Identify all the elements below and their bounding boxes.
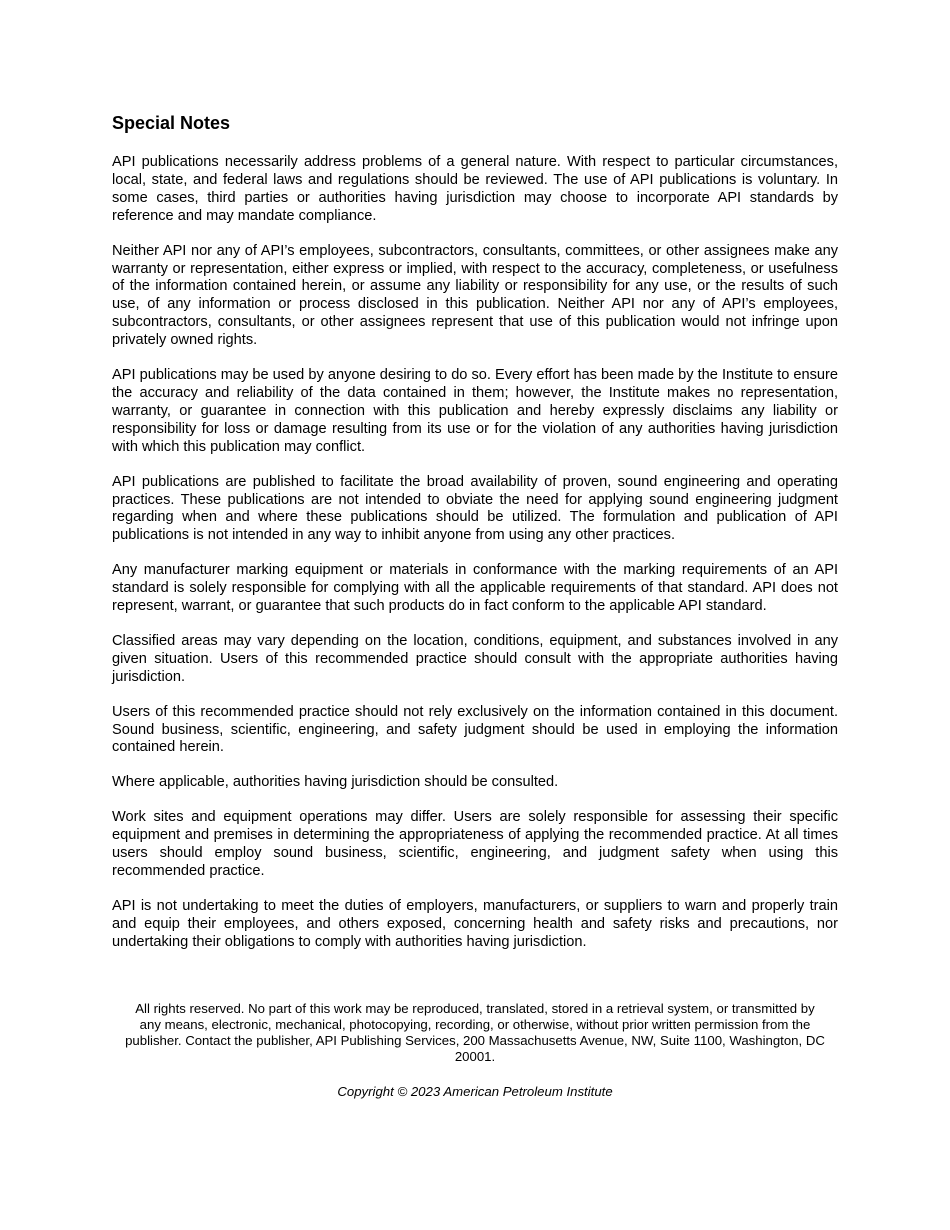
rights-notice: All rights reserved. No part of this work may be reproduced, translated, stored in a retrieval system, or transmitted by any means, electronic, mechanical, photocopying, recording, or otherwise, without prior written permission from the publisher. Contact the publisher, API Publishing Services, 200 Massachusetts Avenue, NW, Suite 1100, Washington, DC 20001. (125, 1001, 825, 1064)
paragraph-classified-areas: Classified areas may vary depending on the location, conditions, equipment, and substances involved in any given situation. Users of this recommended practice should consult with the appropriate authorities having jurisdiction. (112, 632, 838, 685)
copyright-line: Copyright © 2023 American Petroleum Institute (337, 1084, 613, 1099)
page-title: Special Notes (112, 113, 231, 133)
paragraph-reliance: Users of this recommended practice should not rely exclusively on the information contained in this document. Sound business, scientific, engineering, and safety judgment should be used in employing the information contained herein. (112, 703, 838, 756)
paragraph-use: API publications may be used by anyone desiring to do so. Every effort has been made by the Institute to ensure the accuracy and reliability of the data contained in them; however, the Institute makes no representation, warranty, or guarantee in connection with this publication and hereby expressly disclaims any liability or responsibility for loss or damage resulting from its use or for the violation of any authorities having jurisdiction with which this publication may conflict. (112, 367, 838, 455)
paragraph-work-sites: Work sites and equipment operations may differ. Users are solely responsible for assessing their specific equipment and premises in determining the appropriateness of applying the recommended practice. At all times users should employ sound business, scientific, engineering, and judgment safety when using this recommended practice. (112, 809, 838, 879)
paragraph-no-warranty: Neither API nor any of API’s employees, subcontractors, consultants, committees, or other assignees make any warranty or representation, either express or implied, with respect to the accuracy, completeness, or usefulness of the information contained herein, or assume any liability or responsibility for any use, or the results of such use, of any information or process disclosed in this publication. Neither API nor any of API’s employees, subcontractors, consultants, or other assignees represent that use of this publication would not infringe upon privately owned rights. (112, 242, 838, 349)
paragraph-duties: API is not undertaking to meet the duties of employers, manufacturers, or suppliers to warn and properly train and equip their employees, and others exposed, concerning health and safety risks and precautions, nor undertaking their obligations to comply with authorities having jurisdiction. (112, 897, 838, 950)
paragraph-scope: API publications necessarily address problems of a general nature. With respect to particular circumstances, local, state, and federal laws and regulations should be reviewed. The use of API publications is voluntary. In some cases, third parties or authorities having jurisdiction may choose to incorporate API standards by reference and may mandate compliance. (112, 154, 838, 224)
paragraph-authorities: Where applicable, authorities having jurisdiction should be consulted. (112, 774, 559, 791)
paragraph-marking: Any manufacturer marking equipment or materials in conformance with the marking requirements of an API standard is solely responsible for complying with all the applicable requirements of that standard. API does not represent, warrant, or guarantee that such products do in fact conform to the applicable API standard. (112, 562, 838, 615)
paragraph-purpose: API publications are published to facilitate the broad availability of proven, sound engineering and operating practices. These publications are not intended to obviate the need for applying sound engineering judgment regarding when and where these publications should be utilized. The formulation and publication of API publications is not intended in any way to inhibit anyone from using any other practices. (112, 473, 838, 544)
rights-section (112, 1001, 838, 1100)
document-body (112, 111, 838, 969)
